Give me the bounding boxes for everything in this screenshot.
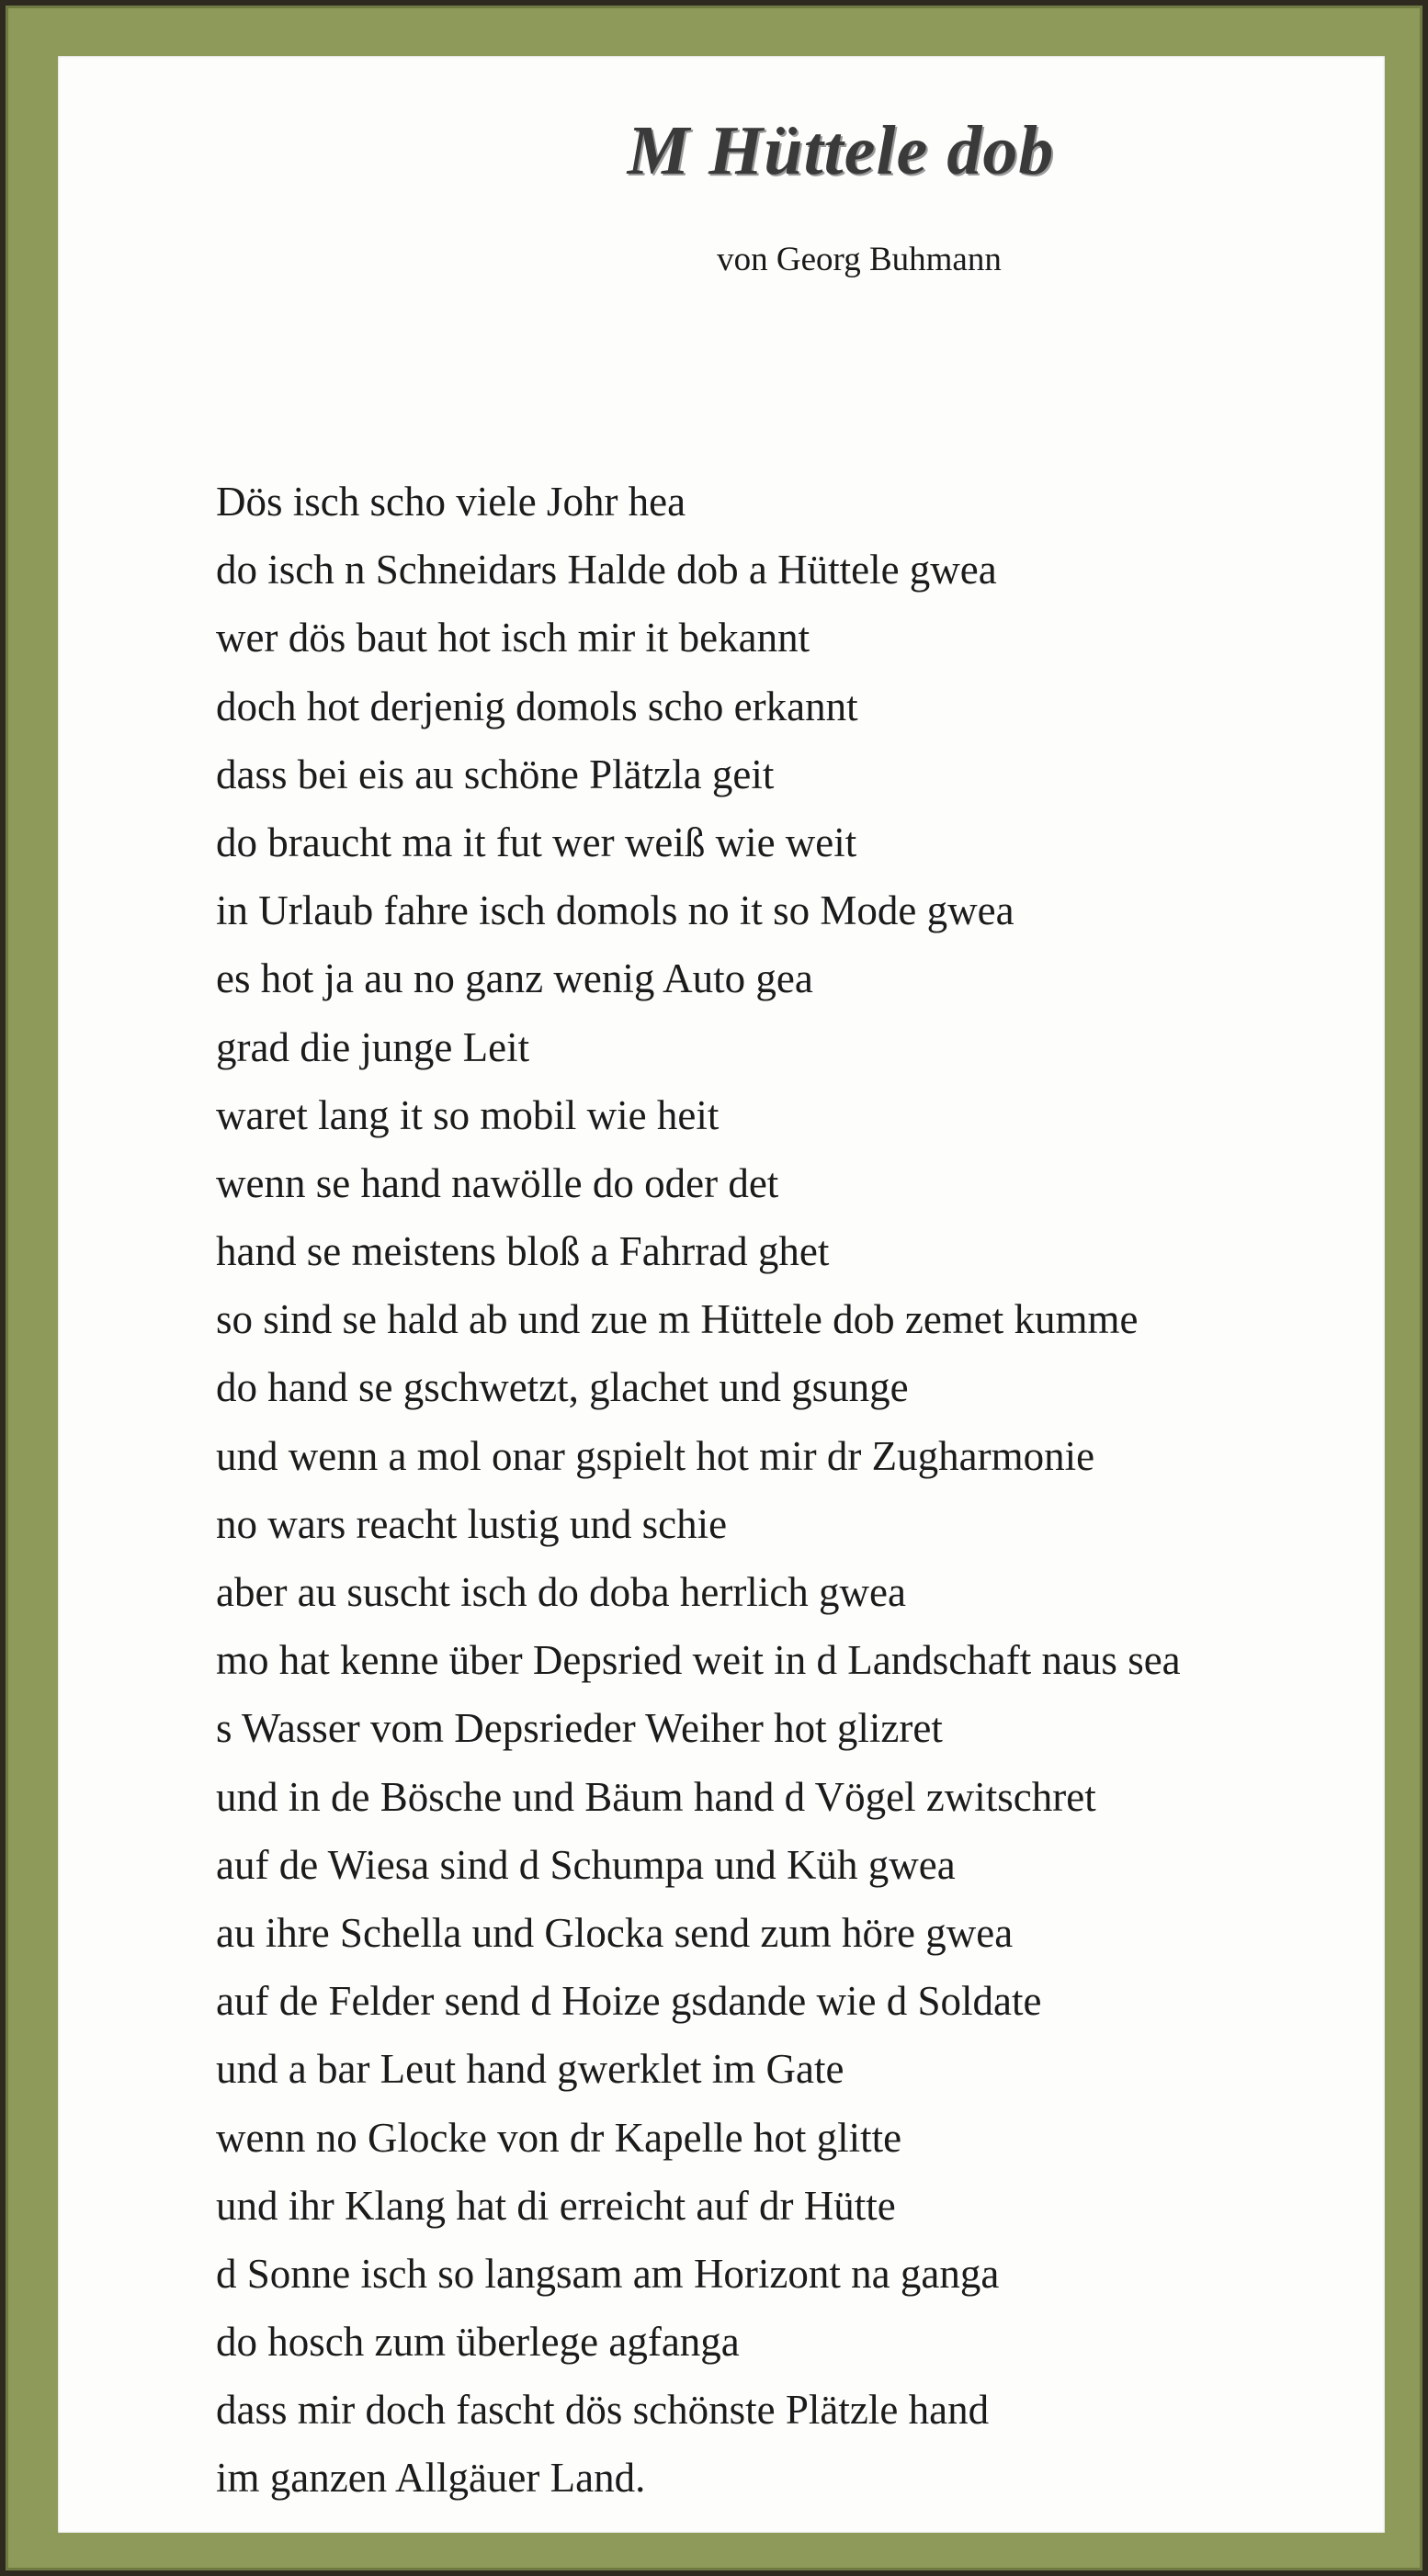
poem-line: waret lang it so mobil wie heit <box>216 1091 720 1138</box>
poem-line: es hot ja au no ganz wenig Auto gea <box>216 955 813 1002</box>
poem-line: wer dös baut hot isch mir it bekannt <box>216 615 810 661</box>
poem-line: hand se meistens bloß a Fahrrad ghet <box>216 1228 830 1275</box>
poem-line: und in de Bösche und Bäum hand d Vögel zwitschret <box>216 1773 1096 1820</box>
poem-author: von Georg Buhmann <box>717 241 1002 278</box>
poem-page <box>58 56 1385 2533</box>
poem-line: do hosch zum überlege agfanga <box>216 2319 740 2366</box>
poem-line: und ihr Klang hat di erreicht auf dr Hütte <box>216 2182 896 2229</box>
poem-line: d Sonne isch so langsam am Horizont na ganga <box>216 2250 1000 2297</box>
poem-line: wenn se hand nawölle do oder det <box>216 1159 779 1206</box>
poem-line: im ganzen Allgäuer Land. <box>216 2455 646 2502</box>
poem-line: auf de Wiesa sind d Schumpa und Küh gwea <box>216 1841 956 1888</box>
poem-line: do isch n Schneidars Halde dob a Hüttele gwea <box>216 547 997 593</box>
poem-title: M Hüttele dob <box>627 112 1055 189</box>
poem-line: auf de Felder send d Hoize gsdande wie d Soldate <box>216 1978 1042 2025</box>
poem-line: und wenn a mol onar gspielt hot mir dr Zugharmonie <box>216 1432 1095 1479</box>
poem-line: wenn no Glocke von dr Kapelle hot glitte <box>216 2114 902 2161</box>
poem-body <box>216 468 1348 2513</box>
poem-line: und a bar Leut hand gwerklet im Gate <box>216 2046 844 2093</box>
poem-line: au ihre Schella und Glocka send zum höre gwea <box>216 1909 1014 1956</box>
poem-line: s Wasser vom Depsrieder Weiher hot glizret <box>216 1705 943 1752</box>
poem-line: mo hat kenne über Depsried weit in d Landschaft naus sea <box>216 1637 1181 1684</box>
poem-line: dass bei eis au schöne Plätzla geit <box>216 751 775 797</box>
poem-line: doch hot derjenig domols scho erkannt <box>216 683 858 729</box>
poem-line: aber au suscht isch do doba herrlich gwea <box>216 1569 906 1615</box>
green-frame <box>6 6 1422 2570</box>
poem-line: in Urlaub fahre isch domols no it so Mode gwea <box>216 887 1014 934</box>
poem-line: grad die junge Leit <box>216 1023 530 1070</box>
poem-line: do braucht ma it fut wer weiß wie weit <box>216 819 857 865</box>
poem-line: no wars reacht lustig und schie <box>216 1500 728 1547</box>
poem-line: dass mir doch fascht dös schönste Plätzle hand <box>216 2387 990 2434</box>
poem-line: do hand se gschwetzt, glachet und gsunge <box>216 1364 909 1411</box>
poem-line: Dös isch scho viele Johr hea <box>216 479 686 525</box>
poem-line: so sind se hald ab und zue m Hüttele dob zemet kumme <box>216 1296 1139 1343</box>
